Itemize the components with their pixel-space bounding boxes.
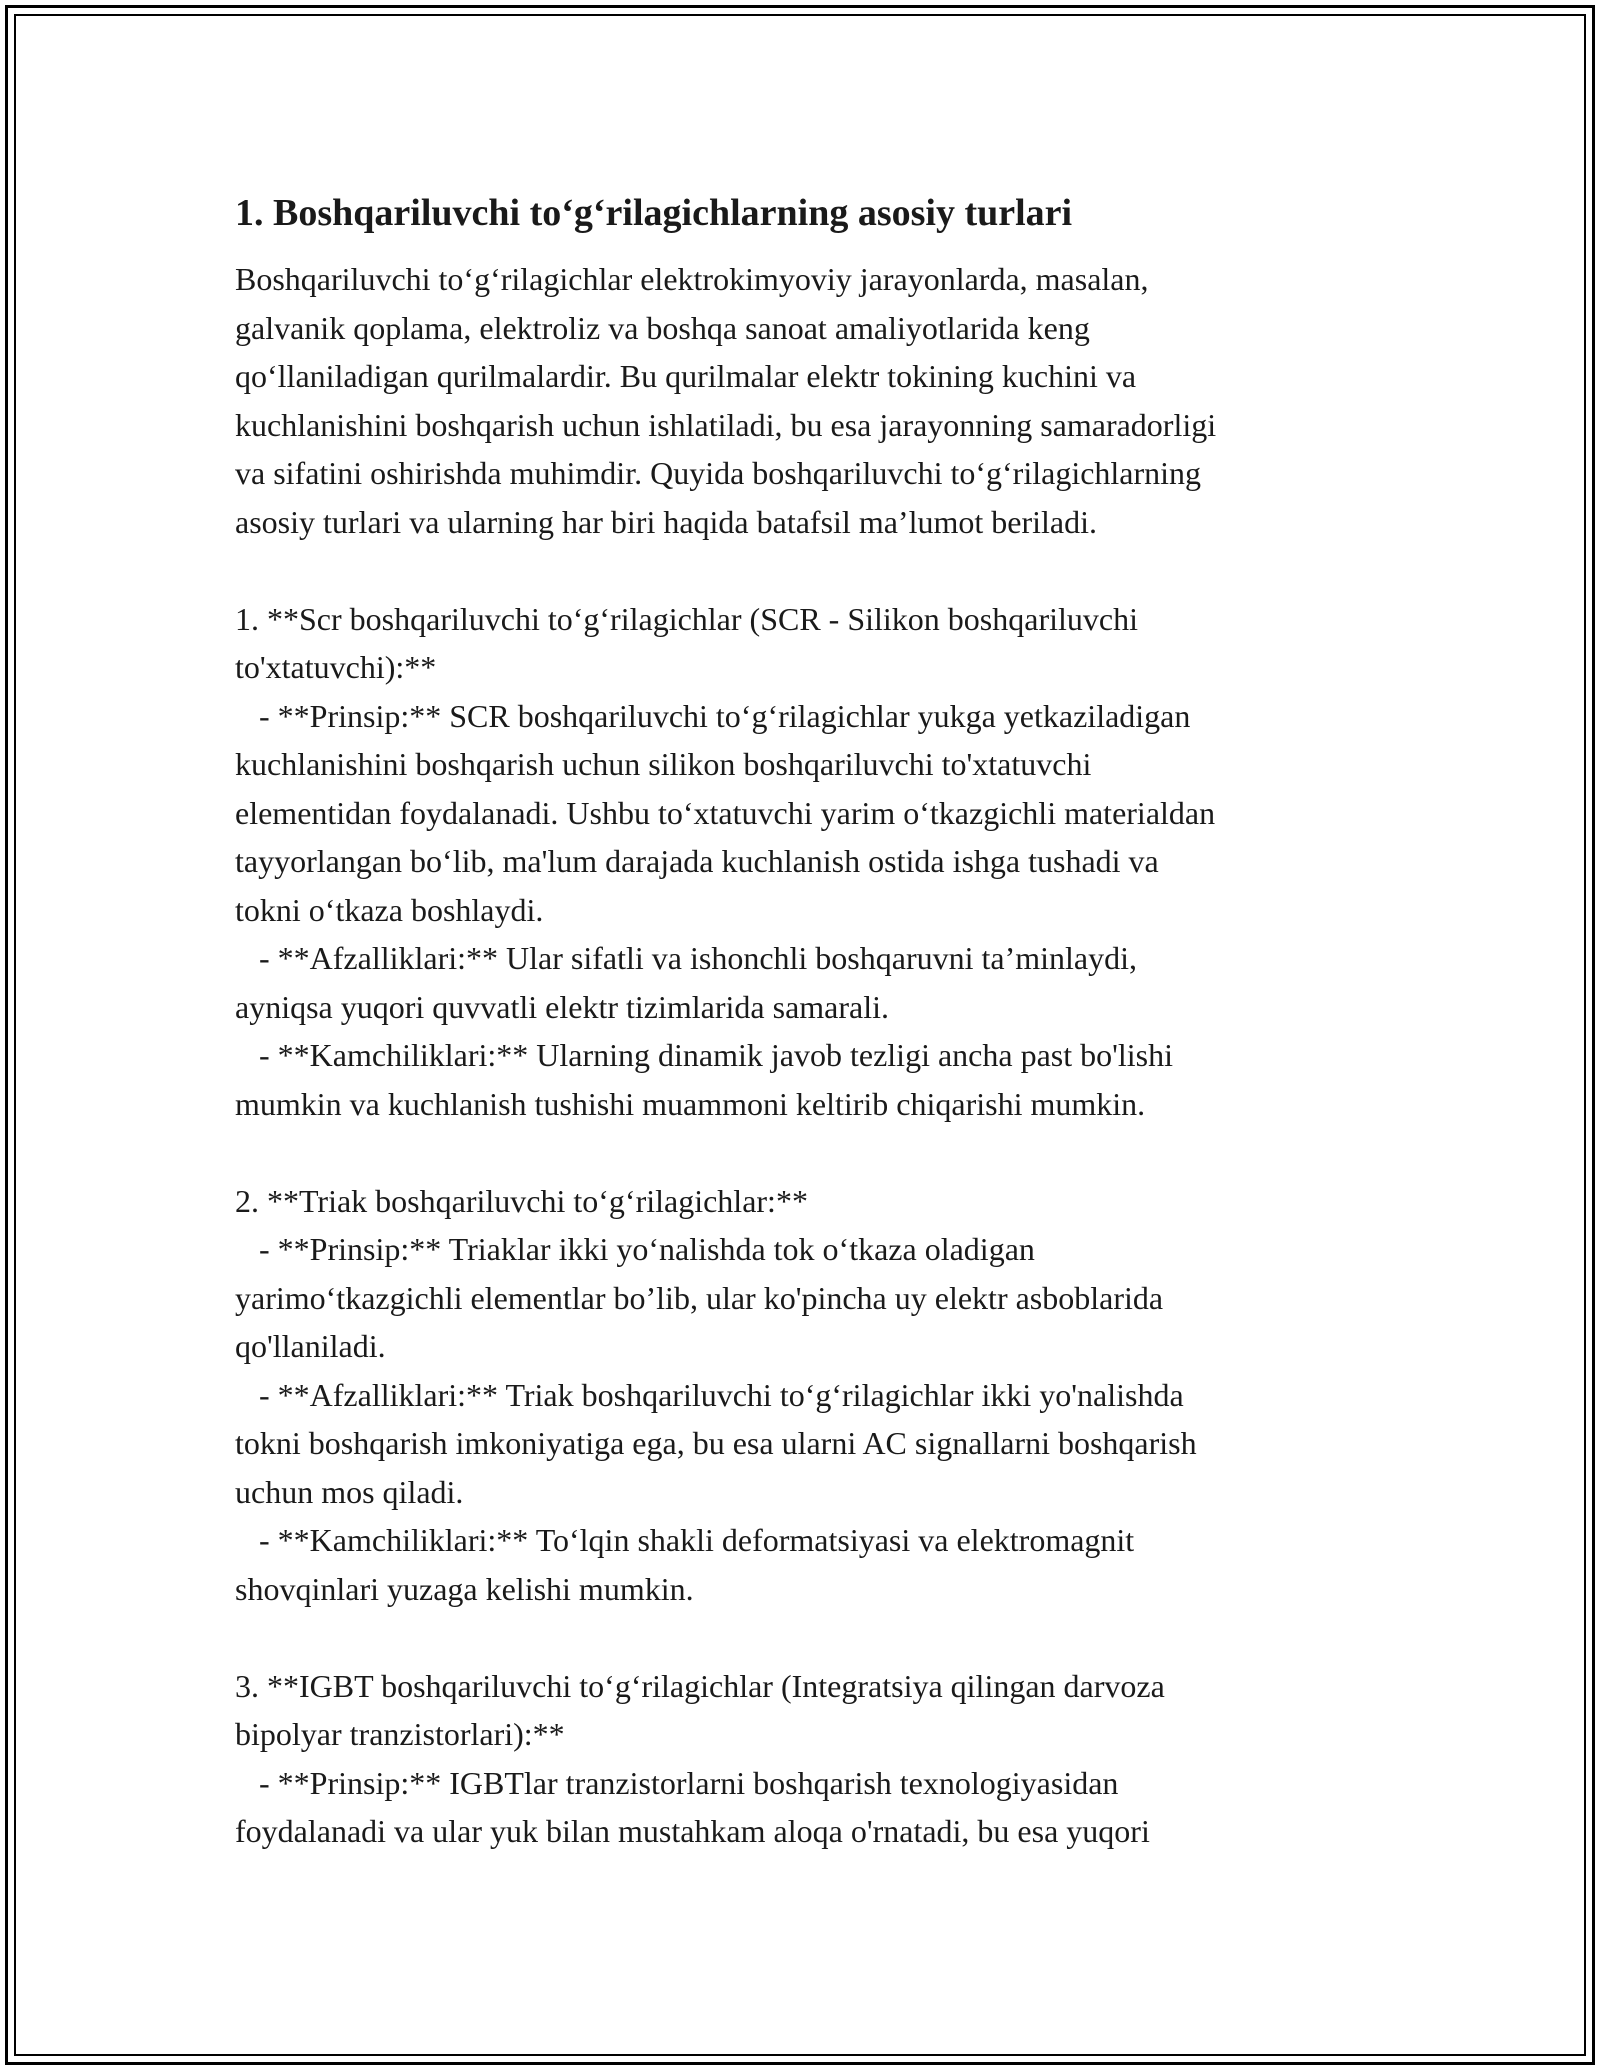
document-page xyxy=(235,185,1395,1856)
list-item-line: shovqinlari yuzaga kelishi mumkin. xyxy=(235,1570,694,1607)
list-item-line: 1. **Scr boshqariluvchi to‘g‘rilagichlar (SCR - Silikon boshqariluvchi xyxy=(235,600,1138,637)
list-item-line: - **Prinsip:** IGBTlar tranzistorlarni boshqarish texnologiyasidan xyxy=(235,1764,1119,1801)
list-item-line: elementidan foydalanadi. Ushbu to‘xtatuvchi yarim o‘tkazgichli materialdan xyxy=(235,794,1216,831)
list-item-line: - **Prinsip:** Triaklar ikki yo‘nalishda tok o‘tkaza oladigan xyxy=(235,1231,1035,1267)
list-item-line: kuchlanishini boshqarish uchun silikon boshqariluvchi to'xtatuvchi xyxy=(235,746,1092,782)
intro-line: va sifatini oshirishda muhimdir. Quyida boshqariluvchi to‘g‘rilagichlarning xyxy=(235,455,1202,491)
list-item-line: bipolyar tranzistorlari):** xyxy=(235,1716,565,1752)
section-heading: 1. Boshqariluvchi to‘g‘rilagichlarning asosiy turlari xyxy=(235,192,1073,234)
list-item-line: foydalanadi va ular yuk bilan mustahkam aloqa o'rnatadi, bu esa yuqori xyxy=(235,1813,1150,1849)
paragraph-gap xyxy=(235,1613,1395,1662)
list-item-line: 3. **IGBT boshqariluvchi to‘g‘rilagichlar (Integratsiya qilingan darvoza xyxy=(235,1667,1165,1704)
list-item-line: - **Kamchiliklari:** To‘lqin shakli deformatsiyasi va elektromagnit xyxy=(235,1522,1135,1558)
list-item-line: - **Prinsip:** SCR boshqariluvchi to‘g‘rilagichlar yukga yetkaziladigan xyxy=(235,697,1191,734)
list-item-line: qo'llaniladi. xyxy=(235,1328,386,1364)
intro-line: galvanik qoplama, elektroliz va boshqa sanoat amaliyotlarida keng xyxy=(235,309,1090,346)
list-item-line: tayyorlangan bo‘lib, ma'lum darajada kuchlanish ostida ishga tushadi va xyxy=(235,843,1159,879)
list-item-triak xyxy=(235,1177,1395,1614)
list-item-line: 2. **Triak boshqariluvchi to‘g‘rilagichlar:** xyxy=(235,1182,808,1219)
list-item-line: tokni o‘tkaza boshlaydi. xyxy=(235,891,544,928)
intro-paragraph xyxy=(235,255,1395,546)
list-item-line: mumkin va kuchlanish tushishi muammoni keltirib chiqarishi mumkin. xyxy=(235,1085,1146,1122)
list-item-line: ayniqsa yuqori quvvatli elektr tizimlarida samarali. xyxy=(235,988,890,1025)
list-item-scr xyxy=(235,595,1395,1129)
paragraph-gap xyxy=(235,1128,1395,1177)
intro-line: asosiy turlari va ularning har biri haqida batafsil ma’lumot beriladi. xyxy=(235,503,1097,540)
list-item-line: tokni boshqarish imkoniyatiga ega, bu esa ularni AC signallarni boshqarish xyxy=(235,1425,1197,1461)
list-item-line: uchun mos qiladi. xyxy=(235,1473,464,1510)
list-item-line: to'xtatuvchi):** xyxy=(235,649,437,685)
intro-line: Boshqariluvchi to‘g‘rilagichlar elektrokimyoviy jarayonlarda, masalan, xyxy=(235,261,1149,297)
paragraph-gap xyxy=(235,546,1395,595)
list-item-line: - **Afzalliklari:** Triak boshqariluvchi to‘g‘rilagichlar ikki yo'nalishda xyxy=(235,1376,1184,1413)
intro-line: qo‘llaniladigan qurilmalardir. Bu qurilmalar elektr tokining kuchini va xyxy=(235,358,1137,394)
list-item-line: yarimo‘tkazgichli elementlar bo’lib, ular ko'pincha uy elektr asboblarida xyxy=(235,1279,1164,1316)
list-item-igbt xyxy=(235,1662,1395,1856)
list-item-line: - **Afzalliklari:** Ular sifatli va ishonchli boshqaruvni ta’minlaydi, xyxy=(235,940,1138,976)
list-item-line: - **Kamchiliklari:** Ularning dinamik javob tezligi ancha past bo'lishi xyxy=(235,1037,1173,1073)
intro-line: kuchlanishini boshqarish uchun ishlatiladi, bu esa jarayonning samaradorligi xyxy=(235,406,1217,443)
